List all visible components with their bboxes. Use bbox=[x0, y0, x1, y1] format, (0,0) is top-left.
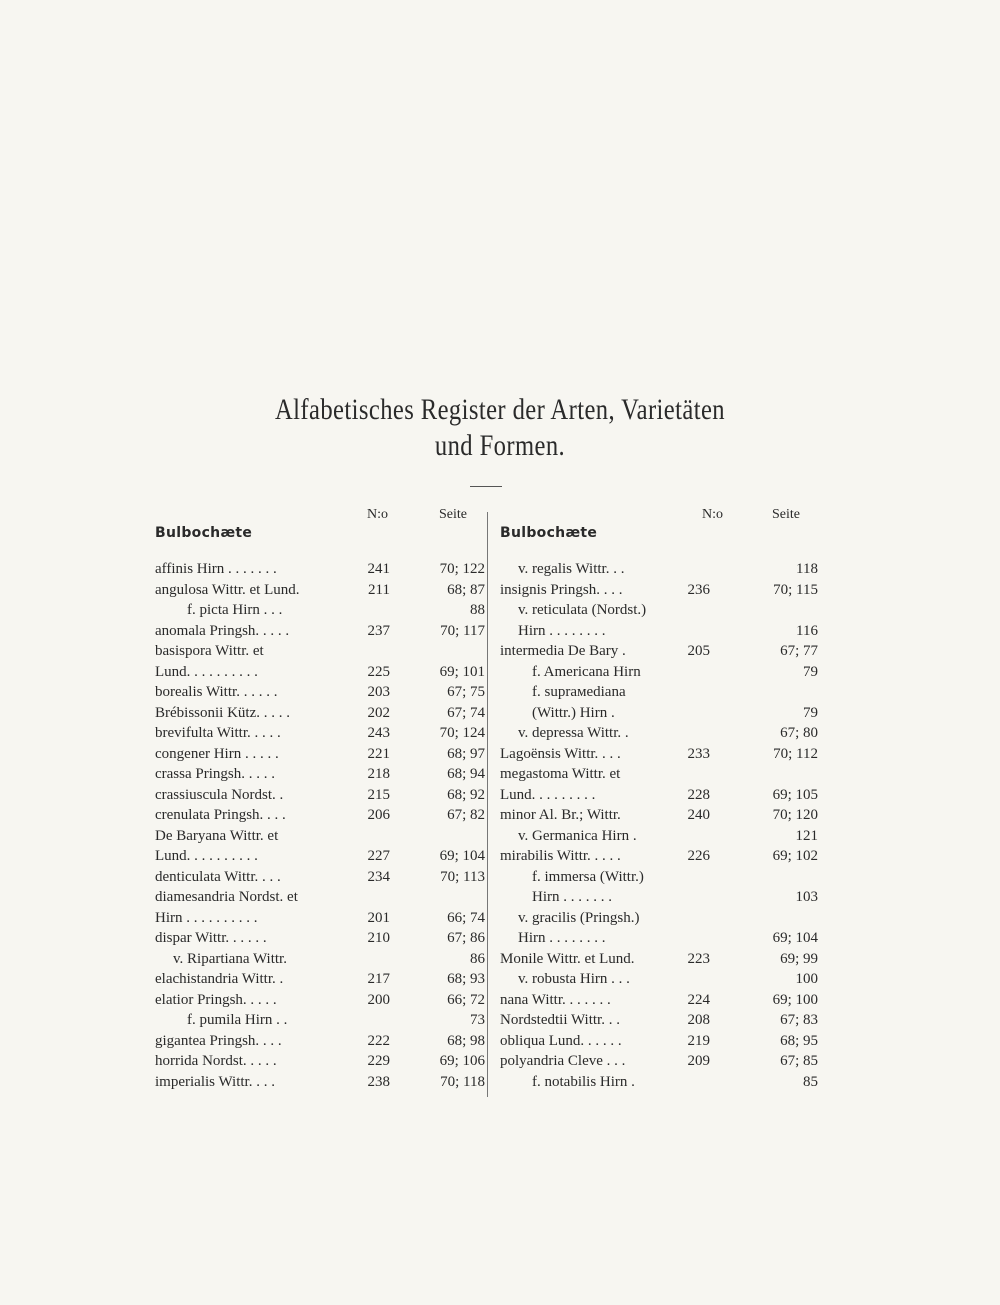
entry-name: f. notabilis Hirn . bbox=[532, 1073, 635, 1090]
entry-pages: 69; 104 bbox=[439, 848, 485, 864]
index-entry bbox=[155, 703, 485, 724]
entry-number: 241 bbox=[367, 561, 390, 577]
entry-number: 211 bbox=[368, 581, 390, 598]
entry-name: Lund. . . . . . . . . . bbox=[155, 663, 258, 680]
entry-pages: 67; 83 bbox=[780, 1012, 818, 1028]
entry-number: 215 bbox=[367, 786, 390, 803]
entry-number: 218 bbox=[367, 766, 390, 782]
index-entry bbox=[155, 908, 485, 929]
entry-name: f. immersa (Wittr.) bbox=[532, 868, 644, 885]
entry-pages: 70; 112 bbox=[773, 745, 818, 762]
index-entry bbox=[500, 703, 818, 724]
entry-pages: 100 bbox=[795, 971, 818, 987]
number-header: N:o bbox=[367, 507, 388, 522]
index-entry bbox=[500, 949, 818, 970]
title-rule bbox=[470, 486, 502, 487]
index-entry bbox=[155, 1072, 485, 1093]
entry-number: 223 bbox=[687, 950, 710, 967]
page-header: Seite bbox=[772, 507, 800, 522]
number-header: N:o bbox=[702, 507, 723, 522]
entry-number: 229 bbox=[367, 1053, 390, 1069]
entry-pages: 68; 92 bbox=[447, 786, 485, 803]
title-line-1: Alfabetisches Register der Arten, Varietäten bbox=[274, 393, 725, 426]
entry-name: f. suprамediana bbox=[532, 684, 626, 700]
entry-number: 224 bbox=[687, 991, 710, 1008]
entry-name: elachistandria Wittr. . bbox=[155, 971, 284, 987]
entry-number: 201 bbox=[367, 909, 390, 926]
entry-number: 221 bbox=[367, 745, 390, 762]
entry-pages: 70; 115 bbox=[773, 581, 818, 598]
entry-pages: 103 bbox=[795, 889, 818, 905]
index-entry bbox=[500, 1072, 818, 1093]
index-entry bbox=[500, 723, 818, 744]
entry-name: v. regalis Wittr. . . bbox=[518, 561, 625, 577]
entry-name: f. picta Hirn . . . bbox=[187, 602, 283, 618]
entry-pages: 85 bbox=[803, 1073, 818, 1090]
entry-name: v. reticulata (Nordst.) bbox=[518, 602, 647, 618]
entry-name: v. depressa Wittr. . bbox=[518, 725, 629, 741]
entry-name: v. Ripartiana Wittr. bbox=[173, 950, 287, 967]
entry-pages: 70; 118 bbox=[440, 1073, 485, 1090]
entry-number: 222 bbox=[367, 1032, 390, 1049]
index-entry bbox=[500, 1031, 818, 1052]
index-entry bbox=[155, 764, 485, 785]
index-entry bbox=[500, 1051, 818, 1072]
entry-name: v. gracilis (Pringsh.) bbox=[518, 909, 640, 926]
entry-name: congener Hirn . . . . . bbox=[155, 745, 279, 762]
index-entry bbox=[155, 969, 485, 990]
index-entry bbox=[500, 600, 818, 621]
index-column-left bbox=[155, 505, 485, 1092]
index-entry bbox=[500, 867, 818, 888]
index-entry bbox=[500, 764, 818, 785]
entry-pages: 69; 99 bbox=[780, 950, 818, 967]
entry-pages: 67; 75 bbox=[447, 684, 485, 700]
entry-pages: 68; 98 bbox=[447, 1032, 485, 1049]
entry-pages: 70; 120 bbox=[772, 807, 818, 823]
index-entry bbox=[500, 969, 818, 990]
entry-pages: 66; 74 bbox=[447, 909, 485, 926]
entry-pages: 73 bbox=[470, 1012, 485, 1028]
entry-pages: 68; 97 bbox=[447, 745, 485, 762]
index-entry bbox=[155, 846, 485, 867]
entry-name: f. pumila Hirn . . bbox=[187, 1012, 288, 1028]
entry-number: 238 bbox=[367, 1073, 390, 1090]
entry-pages: 116 bbox=[796, 622, 818, 639]
entry-name: borealis Wittr. . . . . . bbox=[155, 684, 278, 700]
entry-pages: 67; 80 bbox=[780, 725, 818, 741]
entry-number: 234 bbox=[367, 868, 390, 885]
entry-number: 210 bbox=[367, 930, 390, 946]
index-entry bbox=[500, 662, 818, 683]
entry-pages: 69; 102 bbox=[772, 848, 818, 864]
entry-name: Hirn . . . . . . . . bbox=[518, 930, 606, 946]
entry-name: imperialis Wittr. . . . bbox=[155, 1073, 275, 1090]
column-header bbox=[155, 505, 485, 545]
entry-number: 200 bbox=[367, 991, 390, 1008]
index-entry bbox=[500, 887, 818, 908]
index-entry bbox=[500, 826, 818, 847]
entry-number: 237 bbox=[367, 622, 390, 639]
entry-number: 240 bbox=[687, 807, 710, 823]
genus-heading: Bulbochæte bbox=[500, 525, 598, 541]
index-entry bbox=[155, 887, 485, 908]
entry-number: 202 bbox=[367, 704, 390, 721]
entry-name: obliqua Lund. . . . . . bbox=[500, 1032, 622, 1049]
index-entry bbox=[155, 928, 485, 949]
index-entry bbox=[155, 785, 485, 806]
entry-pages: 70; 117 bbox=[440, 622, 485, 639]
entry-pages: 69; 105 bbox=[772, 786, 818, 803]
entry-pages: 66; 72 bbox=[447, 991, 485, 1008]
entry-number: 236 bbox=[687, 581, 710, 598]
entry-name: Hirn . . . . . . . bbox=[532, 889, 612, 905]
entry-name: gigantea Pringsh. . . . bbox=[155, 1032, 282, 1049]
entry-pages: 70; 122 bbox=[439, 561, 485, 577]
entry-name: Lagoënsis Wittr. . . . bbox=[500, 745, 621, 762]
entry-name: anomala Pringsh. . . . . bbox=[155, 622, 290, 639]
index-entry bbox=[155, 580, 485, 601]
entry-name: Hirn . . . . . . . . bbox=[518, 622, 606, 639]
entry-name: Brébissonii Kütz. . . . . bbox=[155, 704, 290, 721]
index-entry bbox=[500, 846, 818, 867]
entry-name: De Baryana Wittr. et bbox=[155, 827, 279, 844]
index-entry bbox=[155, 867, 485, 888]
entry-number: 226 bbox=[687, 848, 710, 864]
entry-name: mirabilis Wittr. . . . . bbox=[500, 848, 621, 864]
entry-number: 228 bbox=[687, 786, 710, 803]
index-entry bbox=[155, 1010, 485, 1031]
index-entry bbox=[500, 559, 818, 580]
entry-name: Lund. . . . . . . . . . bbox=[155, 848, 258, 864]
entry-name: polyandria Cleve . . . bbox=[500, 1053, 626, 1069]
entry-name: elatior Pringsh. . . . . bbox=[155, 991, 277, 1008]
entry-name: crenulata Pringsh. . . . bbox=[155, 807, 286, 823]
genus-heading: Bulbochæte bbox=[155, 525, 253, 541]
entry-name: crassiuscula Nordst. . bbox=[155, 786, 284, 803]
entry-number: 209 bbox=[687, 1053, 710, 1069]
entry-name: Lund. . . . . . . . . bbox=[500, 786, 596, 803]
page-header: Seite bbox=[439, 507, 467, 522]
entry-pages: 69; 100 bbox=[772, 991, 818, 1008]
entry-name: basispora Wittr. et bbox=[155, 643, 264, 659]
entry-name: Nordstedtii Wittr. . . bbox=[500, 1012, 620, 1028]
entry-pages: 67; 74 bbox=[447, 704, 485, 721]
entry-number: 203 bbox=[367, 684, 390, 700]
title-line-2: und Formen. bbox=[434, 429, 566, 462]
entry-pages: 67; 77 bbox=[780, 643, 818, 659]
entry-name: intermedia De Bary . bbox=[500, 643, 626, 659]
entry-pages: 79 bbox=[803, 704, 818, 721]
entry-name: insignis Pringsh. . . . bbox=[500, 581, 623, 598]
entry-pages: 70; 113 bbox=[440, 868, 485, 885]
entry-name: Monile Wittr. et Lund. bbox=[500, 950, 635, 967]
entry-name: diamesandria Nordst. et bbox=[155, 889, 298, 905]
entry-name: Hirn . . . . . . . . . . bbox=[155, 909, 258, 926]
index-entry bbox=[500, 785, 818, 806]
entry-pages: 79 bbox=[803, 663, 818, 680]
entry-name: angulosa Wittr. et Lund. bbox=[155, 581, 300, 598]
index-entry bbox=[155, 559, 485, 580]
index-entry bbox=[155, 744, 485, 765]
index-entry bbox=[155, 600, 485, 621]
entry-name: megastoma Wittr. et bbox=[500, 766, 621, 782]
entry-list bbox=[500, 559, 818, 1092]
entry-number: 205 bbox=[687, 643, 710, 659]
entry-pages: 67; 85 bbox=[780, 1053, 818, 1069]
entry-number: 219 bbox=[687, 1032, 710, 1049]
index-entry bbox=[155, 1051, 485, 1072]
index-entry bbox=[155, 621, 485, 642]
index-entry bbox=[155, 949, 485, 970]
index-entry bbox=[500, 1010, 818, 1031]
entry-number: 233 bbox=[687, 745, 710, 762]
index-entry bbox=[500, 580, 818, 601]
entry-number: 217 bbox=[367, 971, 390, 987]
entry-name: affinis Hirn . . . . . . . bbox=[155, 561, 277, 577]
entry-pages: 68; 93 bbox=[447, 971, 485, 987]
entry-number: 243 bbox=[367, 725, 390, 741]
index-entry bbox=[155, 682, 485, 703]
entry-number: 206 bbox=[367, 807, 390, 823]
entry-list bbox=[155, 559, 485, 1092]
entry-pages: 67; 82 bbox=[447, 807, 485, 823]
index-entry bbox=[500, 641, 818, 662]
entry-pages: 70; 124 bbox=[439, 725, 485, 741]
entry-pages: 67; 86 bbox=[447, 930, 485, 946]
entry-pages: 68; 94 bbox=[447, 766, 485, 782]
entry-name: f. Americana Hirn bbox=[532, 663, 641, 680]
index-entry bbox=[155, 1031, 485, 1052]
entry-pages: 121 bbox=[795, 827, 818, 844]
index-entry bbox=[500, 805, 818, 826]
page-title bbox=[90, 392, 910, 464]
entry-name: denticulata Wittr. . . . bbox=[155, 868, 281, 885]
index-entry bbox=[155, 990, 485, 1011]
index-entry bbox=[500, 744, 818, 765]
entry-pages: 69; 101 bbox=[439, 663, 485, 680]
index-entry bbox=[155, 641, 485, 662]
entry-name: dispar Wittr. . . . . . bbox=[155, 930, 267, 946]
entry-pages: 69; 106 bbox=[439, 1053, 485, 1069]
index-entry bbox=[155, 805, 485, 826]
index-entry bbox=[500, 990, 818, 1011]
index-entry bbox=[155, 662, 485, 683]
entry-pages: 69; 104 bbox=[772, 930, 818, 946]
column-divider bbox=[487, 512, 488, 1097]
entry-name: crassa Pringsh. . . . . bbox=[155, 766, 275, 782]
entry-pages: 88 bbox=[470, 602, 485, 618]
entry-name: v. robusta Hirn . . . bbox=[518, 971, 630, 987]
entry-name: (Wittr.) Hirn . bbox=[532, 704, 615, 721]
index-entry bbox=[500, 908, 818, 929]
index-entry bbox=[155, 826, 485, 847]
entry-pages: 86 bbox=[470, 950, 485, 967]
entry-number: 208 bbox=[687, 1012, 710, 1028]
entry-pages: 118 bbox=[796, 561, 818, 577]
entry-pages: 68; 95 bbox=[780, 1032, 818, 1049]
index-entry bbox=[500, 682, 818, 703]
entry-name: minor Al. Br.; Wittr. bbox=[500, 807, 621, 823]
index-entry bbox=[500, 621, 818, 642]
entry-name: horrida Nordst. . . . . bbox=[155, 1053, 277, 1069]
entry-name: nana Wittr. . . . . . . bbox=[500, 991, 611, 1008]
entry-number: 227 bbox=[367, 848, 390, 864]
entry-number: 225 bbox=[367, 663, 390, 680]
index-column-right bbox=[500, 505, 818, 1092]
index-entry bbox=[155, 723, 485, 744]
index-entry bbox=[500, 928, 818, 949]
entry-pages: 68; 87 bbox=[447, 581, 485, 598]
entry-name: v. Germanica Hirn . bbox=[518, 827, 637, 844]
column-header bbox=[500, 505, 818, 545]
entry-name: brevifulta Wittr. . . . . bbox=[155, 725, 281, 741]
